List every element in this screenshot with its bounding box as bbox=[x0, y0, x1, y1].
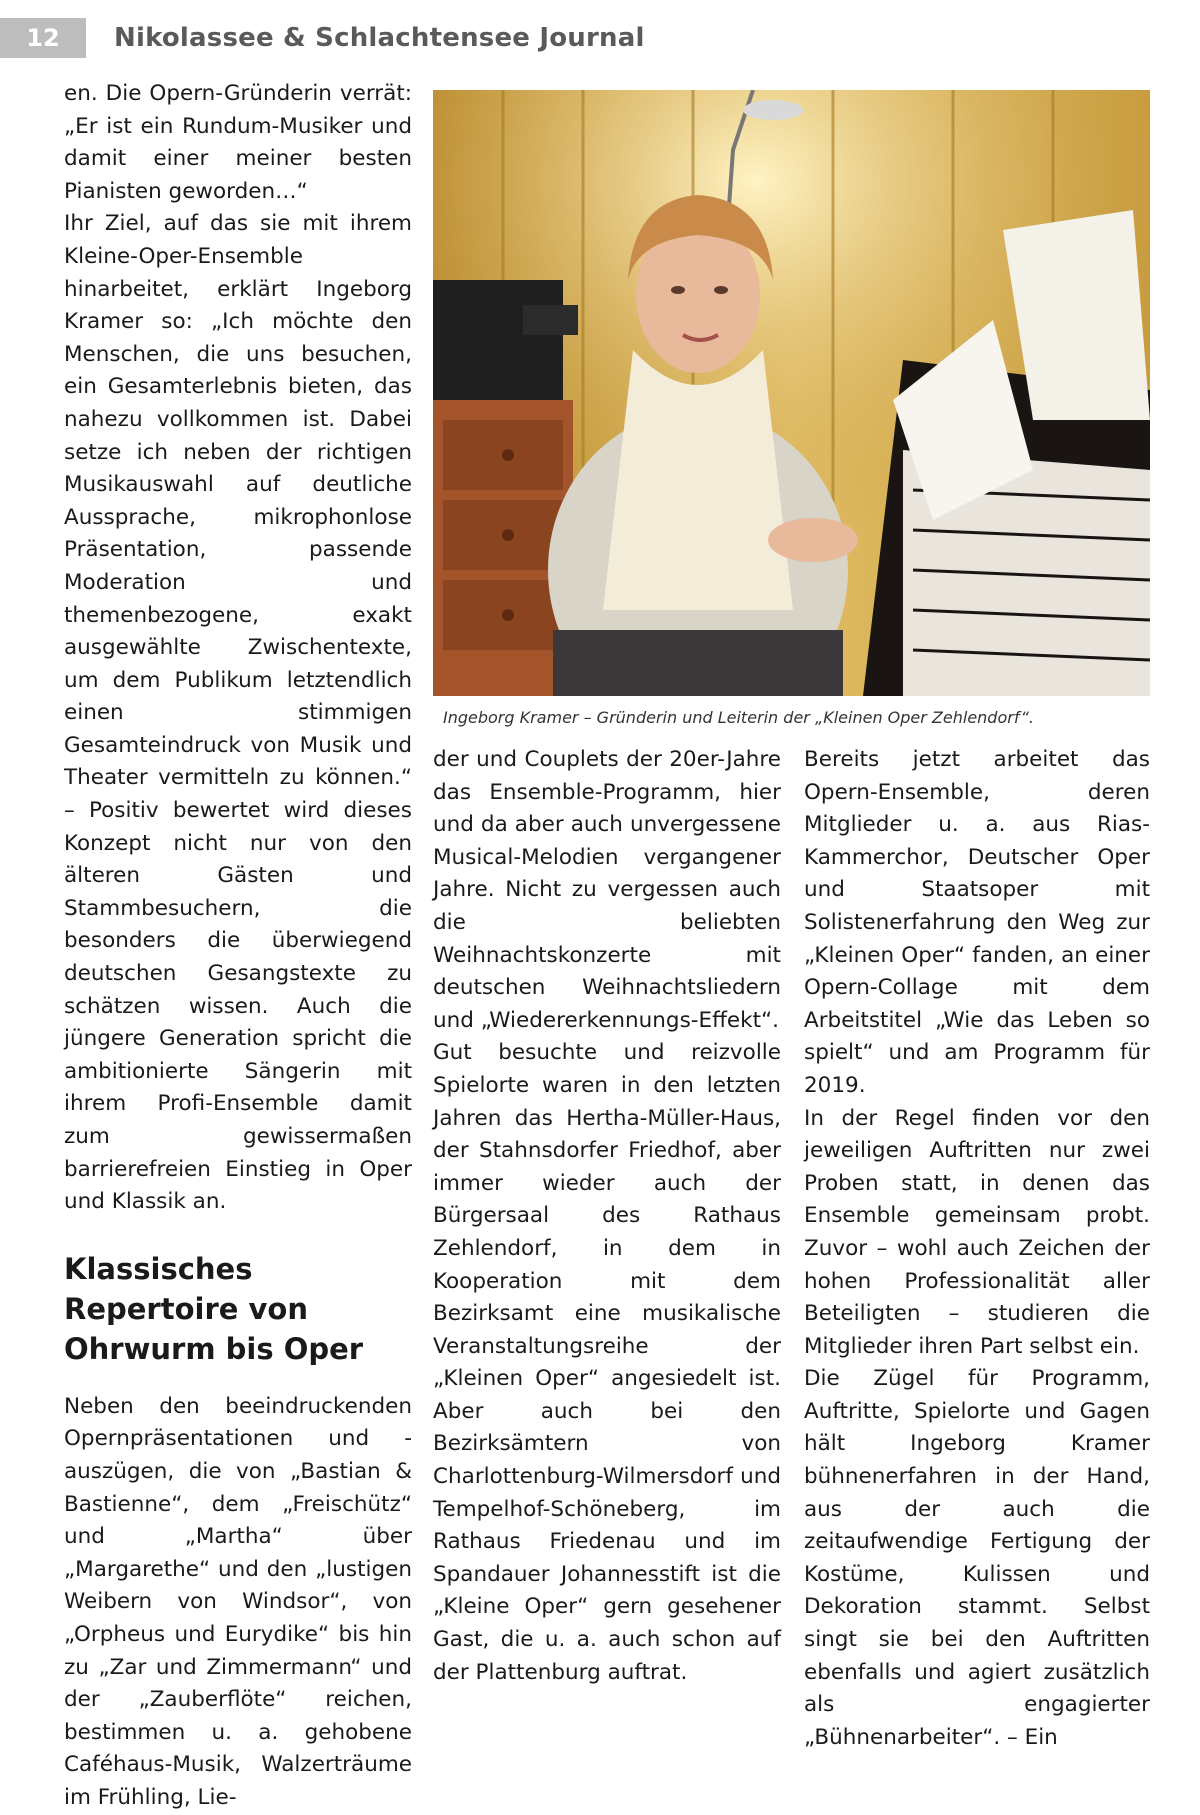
article-column-3 bbox=[804, 744, 1150, 1754]
page-header bbox=[0, 0, 1200, 70]
page-number: 12 bbox=[0, 18, 86, 58]
paragraph: en. Die Opern-Gründerin verrät: „Er ist ein Rundum-Musiker und damit einer meiner besten Pianisten geworden…“ bbox=[64, 81, 412, 204]
article-column-1 bbox=[64, 78, 412, 1815]
paragraph: Ihr Ziel, auf das sie mit ihrem Kleine-Oper-Ensemble hinarbeitet, erklärt Ingeborg Kramer so: „Ich möchte den Menschen, die uns besuchen, ein Gesamterlebnis bieten, das nahezu vollkommen ist. Dabei setze ich neben der richtigen Musikauswahl auf deutliche Aussprache, mikrophonlose Präsentation, passende Moderation und themenbezogene, exakt ausgewählte Zwischentexte, um dem Publikum letztendlich einen stimmigen Gesamteindruck von Musik und Theater vermitteln zu können.“ – Positiv bewertet wird dieses Konzept nicht nur von den älteren Gästen und Stammbesuchern, die besonders die überwiegend deutschen Gesangstexte zu schätzen wissen. Auch die jüngere Generation spricht die ambitionierte Sängerin mit ihrem Profi-Ensemble damit zum gewissermaßen barrierefreien Einstieg in Oper und Klassik an. bbox=[64, 211, 412, 1215]
article-photo bbox=[433, 90, 1150, 696]
journal-title: Nikolassee & Schlachtensee Journal bbox=[114, 23, 645, 53]
paragraph: Bereits jetzt arbeitet das Opern-Ensemble, deren Mitglieder u. a. aus Rias-Kammerchor, Deutscher Oper und Staatsoper mit Solistenerfahrung den Weg zur „Kleinen Oper“ fanden, an einer Opern-Collage mit dem Arbeitstitel „Wie das Leben so spielt“ und am Programm für 2019. bbox=[804, 747, 1150, 1098]
section-subheading: Klassisches Repertoire von Ohrwurm bis Oper bbox=[64, 1251, 364, 1366]
photo-illustration bbox=[433, 90, 1150, 696]
paragraph: In der Regel finden vor den jeweiligen Auftritten nur zwei Proben statt, in denen das Ensemble gemeinsam probt. Zuvor – wohl auch Zeichen der hohen Professionalität aller Beteiligten – studieren die Mitglieder ihren Part selbst ein. bbox=[804, 1105, 1150, 1359]
article-column-2 bbox=[433, 744, 781, 1689]
paragraph: Neben den beeindruckenden Opernpräsentationen und -auszügen, die von „Bastian & Bastienne“, dem „Freischütz“ und „Martha“ über „Margarethe“ und den „lustigen Weibern von Windsor“, von „Orpheus und Eurydike“ bis hin zu „Zar und Zimmermann“ und der „Zauberflöte“ reichen, bestimmen u. a. gehobene Caféhaus-Musik, Walzerträume im Frühling, Lie- bbox=[64, 1393, 412, 1810]
paragraph: Die Zügel für Programm, Auftritte, Spielorte und Gagen hält Ingeborg Kramer bühnenerfahren in der Hand, aus der auch die zeitaufwendige Fertigung der Kostüme, Kulissen und Dekoration stammt. Selbst singt sie bei den Auftritten ebenfalls und agiert zusätzlich als engagierter „Bühnenarbeiter“. – Ein bbox=[804, 1366, 1150, 1750]
photo-caption: Ingeborg Kramer – Gründerin und Leiterin der „Kleinen Oper Zehlendorf“. bbox=[443, 708, 1034, 727]
paragraph: der und Couplets der 20er-Jahre das Ensemble-Programm, hier und da aber auch unvergessene Musical-Melodien vergangener Jahre. Nicht zu vergessen auch die beliebten Weihnachtskonzerte mit deutschen Weihnachtsliedern und „Wiedererkennungs-Effekt“. bbox=[433, 747, 781, 1033]
paragraph: Gut besuchte und reizvolle Spielorte waren in den letzten Jahren das Hertha-Müller-Haus, der Stahnsdorfer Friedhof, aber immer wieder auch der Bürgersaal des Rathaus Zehlendorf, in dem in Kooperation mit dem Bezirksamt eine musikalische Veranstaltungsreihe der „Kleinen Oper“ angesiedelt ist. Aber auch bei den Bezirksämtern von Charlottenburg-Wilmersdorf und Tempelhof-Schöneberg, im Rathaus Friedenau und im Spandauer Johannesstift ist die „Kleine Oper“ gern gesehener Gast, die u. a. auch schon auf der Plattenburg auftrat. bbox=[433, 1040, 781, 1685]
